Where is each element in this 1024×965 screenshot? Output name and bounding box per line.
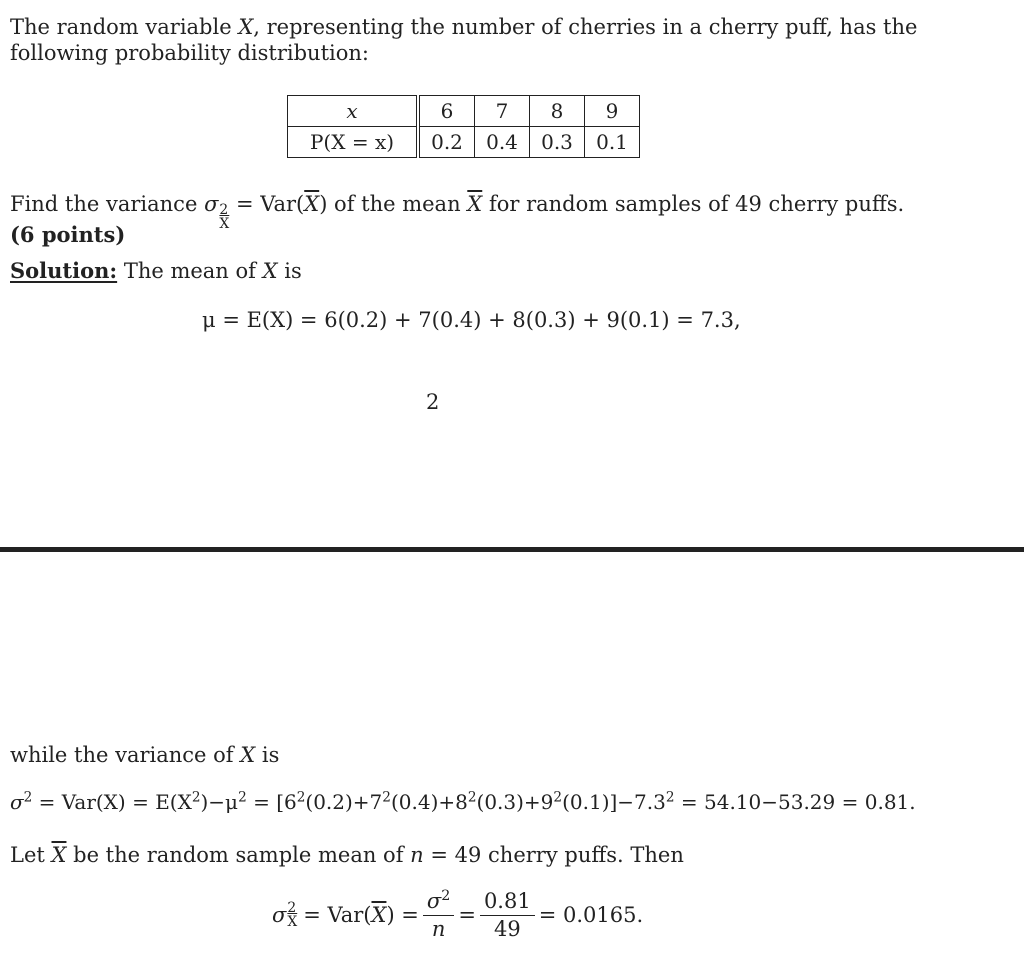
probability-distribution-table	[287, 95, 640, 158]
table-cell: 9	[585, 96, 640, 127]
final-variance-equation: σ $\frac{2}{X}$ = Var( $\overline{X}$ ) = $\frac{\sigma^2}{n}$ = $\frac{0.81}{49}$ = 0.0165.	[272, 888, 644, 942]
table-cell: 0.1	[585, 127, 640, 158]
table-row-label-prob: P(X = x)	[288, 127, 419, 158]
variance-intro: while the variance of X is	[10, 743, 280, 767]
variance-equation: $\sigma^2 = Var(X) = E(X^2)-\mu^2 = [6^2(0.2)+7^2(0.4)+8^2(0.3)+9^2(0.1)]-7.3^2 = 54.10-53.29 = 0.81$.	[10, 789, 916, 814]
problem-intro-line1: The random variable X, representing the number of cherries in a cherry puff, has the	[10, 15, 918, 39]
question-text: Find the variance σ $\frac{2}{X}$ = $Var(\overline{X})$ of the mean $\overline{X}$ for random samples of 49 cherry puffs.	[10, 192, 905, 233]
table-row	[288, 96, 640, 127]
fraction-value: $\frac{0.81}{49}$	[480, 890, 535, 941]
points-label: (6 points)	[10, 222, 126, 247]
mean-equation: μ = E(X) = 6(0.2) + 7(0.4) + 8(0.3) + 9(0.1) = 7.3,	[202, 308, 741, 332]
table-row	[288, 127, 640, 158]
page-divider	[0, 547, 1024, 552]
table-cell: 7	[475, 96, 530, 127]
table-row-label-x: x	[288, 96, 419, 127]
table-cell: 0.3	[530, 127, 585, 158]
sample-mean-text: Let $\overline{X}$ be the random sample mean of n = 49 cherry puffs. Then	[10, 843, 684, 867]
problem-intro-line2: following probability distribution:	[10, 41, 369, 65]
table-cell: 0.2	[418, 127, 475, 158]
fraction-sigma-over-n: $\frac{\sigma^2}{n}$	[423, 890, 454, 941]
table-cell: 8	[530, 96, 585, 127]
solution-intro: Solution: The mean of X is	[10, 258, 302, 283]
table-cell: 0.4	[475, 127, 530, 158]
page-number: 2	[426, 390, 440, 414]
table-cell: 6	[418, 96, 475, 127]
solution-label: Solution:	[10, 258, 118, 283]
